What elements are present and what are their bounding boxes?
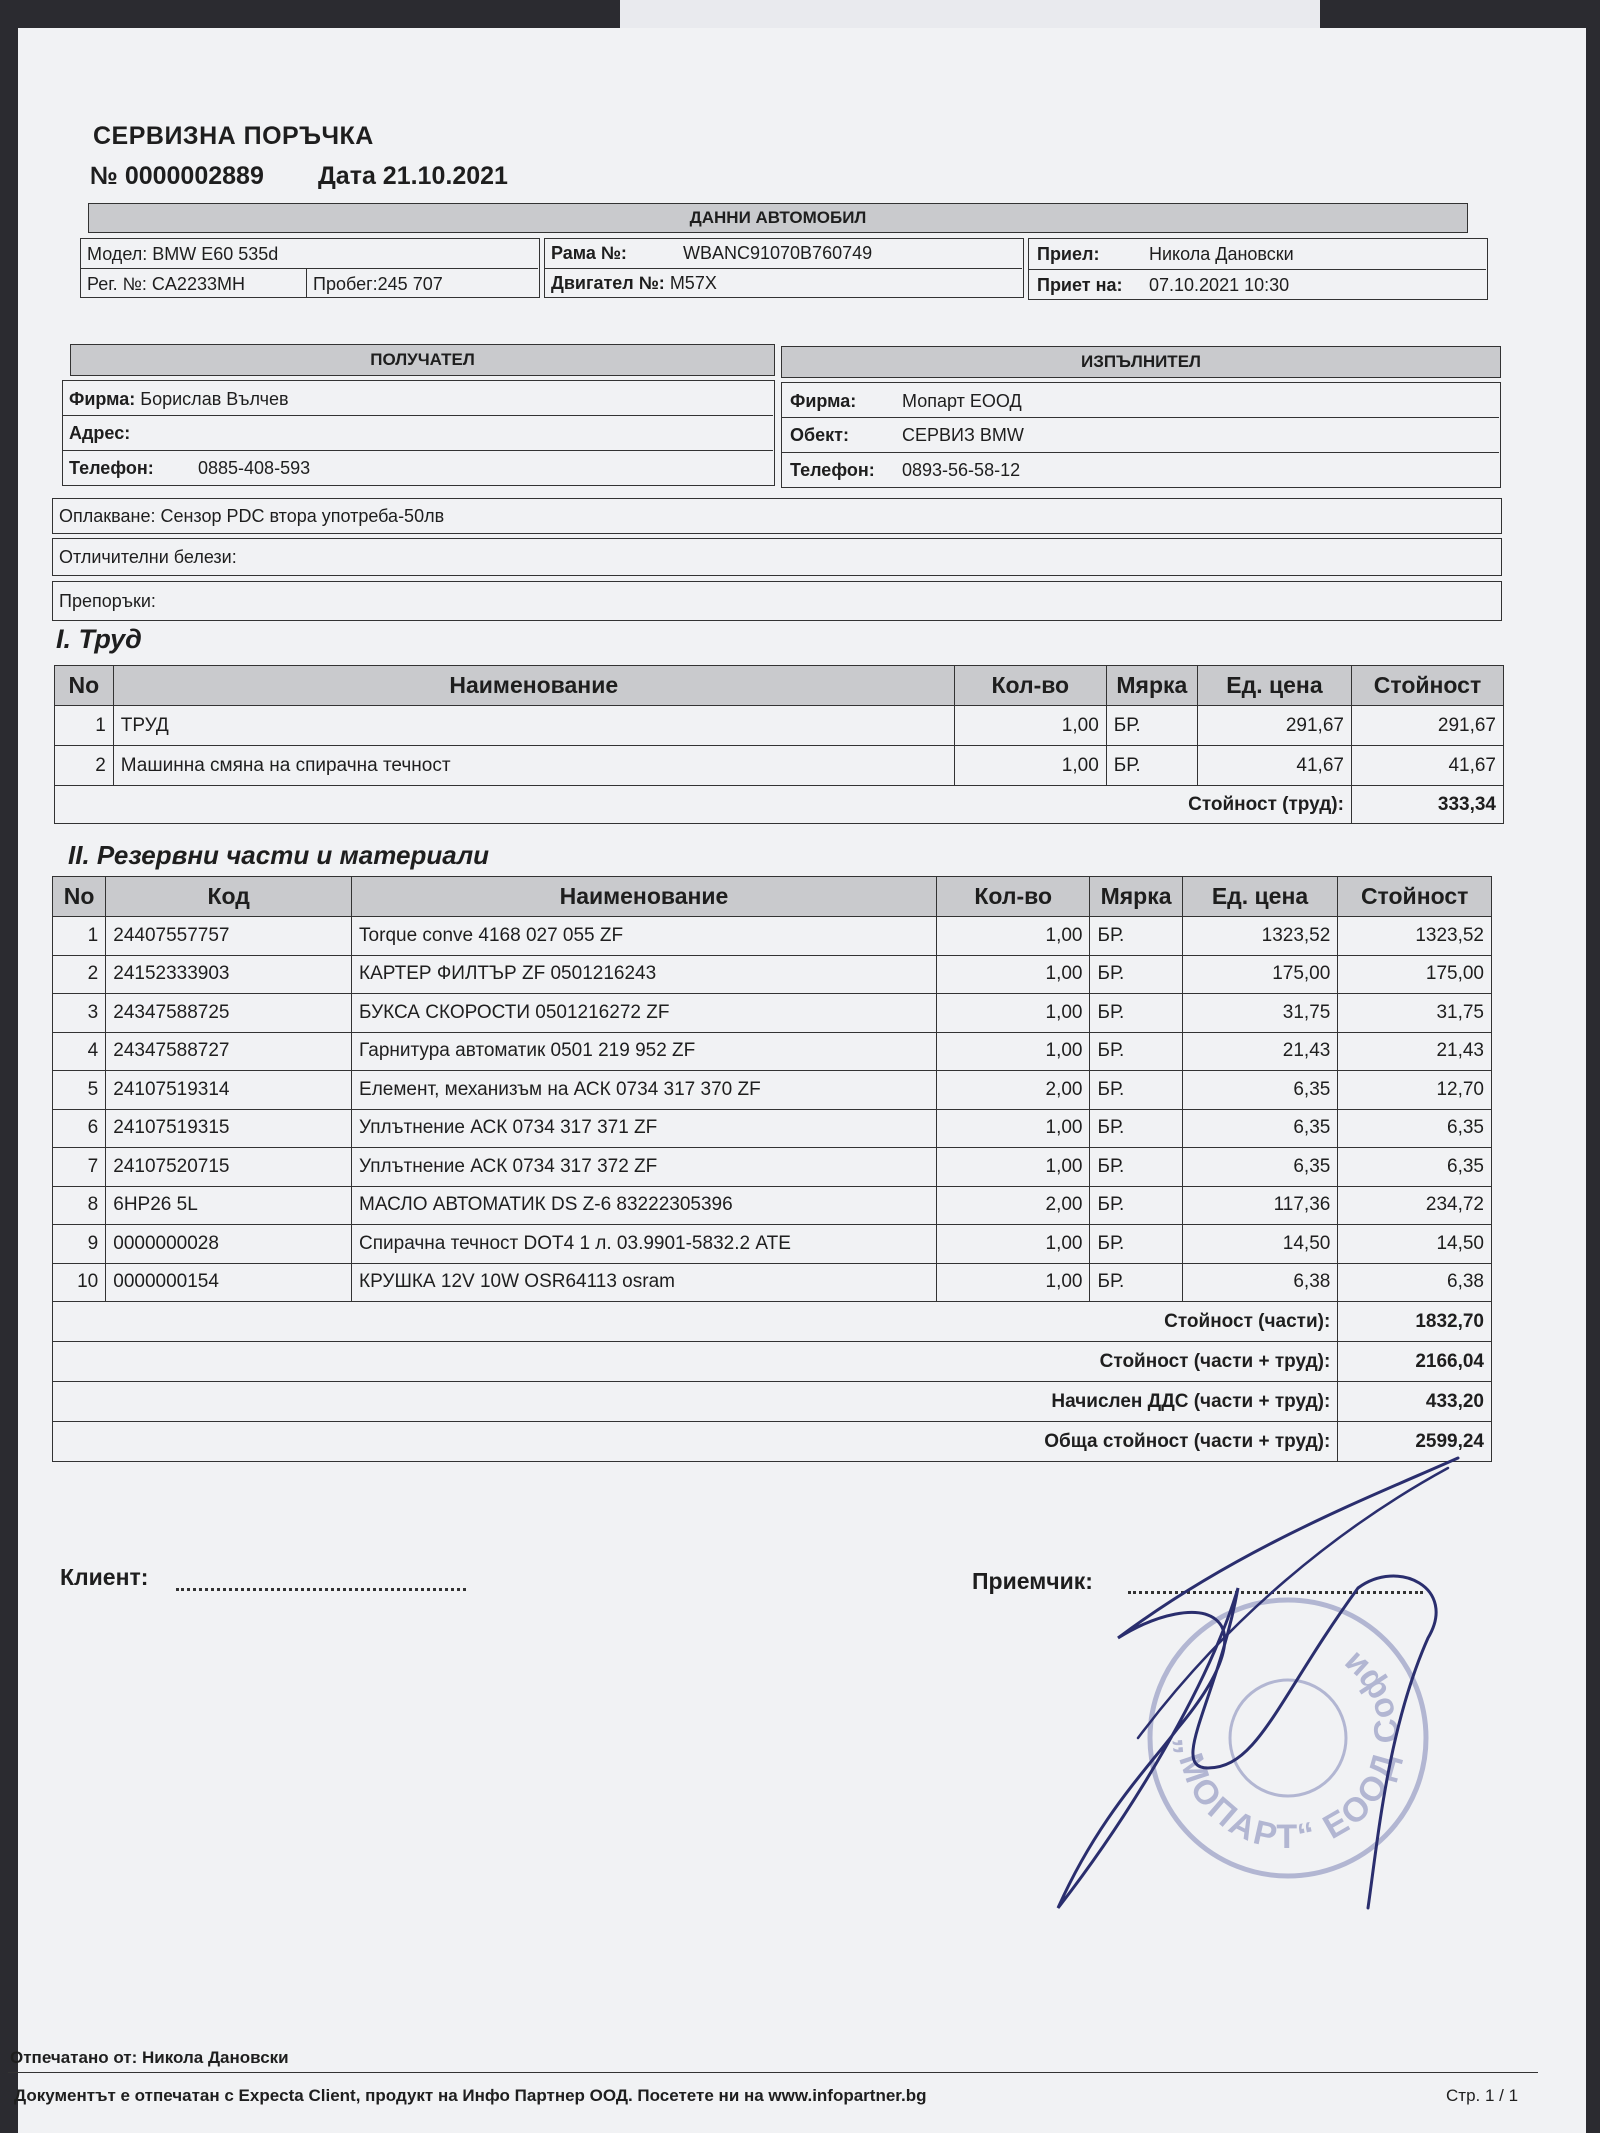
parts-qty: 1,00	[936, 1032, 1090, 1071]
parts-code: 24107519315	[106, 1109, 352, 1148]
parts-no: 10	[53, 1263, 106, 1302]
labor-total: 41,67	[1351, 746, 1503, 786]
parts-unit: БР.	[1090, 1071, 1182, 1110]
received-by-value: Никола Дановски	[1149, 244, 1294, 264]
recipient-box	[62, 380, 775, 486]
parts-total: 6,35	[1338, 1109, 1492, 1148]
labor-col-total: Стойност	[1351, 666, 1503, 706]
car-vin-box	[544, 238, 1024, 298]
parts-code: 24107519314	[106, 1071, 352, 1110]
labor-qty: 1,00	[954, 706, 1106, 746]
labor-total-label: Стойност (труд):	[55, 786, 1352, 824]
mileage-value: 245 707	[377, 274, 443, 294]
executor-phone-value: 0893-56-58-12	[902, 460, 1021, 480]
parts-no: 7	[53, 1148, 106, 1187]
handwritten-signature	[1038, 1438, 1508, 1928]
engine-label: Двигател №:	[551, 273, 665, 293]
executor-box	[781, 382, 1501, 488]
parts-col-unit: Мярка	[1090, 877, 1182, 917]
parts-code: 0000000028	[106, 1225, 352, 1264]
model-value: BMW E60 535d	[152, 244, 279, 264]
parts-col-code: Код	[106, 877, 352, 917]
parts-header-row	[53, 877, 1492, 917]
parts-price: 14,50	[1182, 1225, 1338, 1264]
parts-code: 24347588727	[106, 1032, 352, 1071]
parts-qty: 1,00	[936, 955, 1090, 994]
table-row	[53, 1225, 1492, 1264]
page-number: Стр. 1 / 1	[1446, 2086, 1519, 2105]
executor-band: ИЗПЪЛНИТЕЛ	[781, 346, 1501, 378]
parts-no: 6	[53, 1109, 106, 1148]
parts-unit: БР.	[1090, 917, 1182, 956]
labor-table	[54, 665, 1504, 824]
parts-code: 24107520715	[106, 1148, 352, 1187]
parts-no: 9	[53, 1225, 106, 1264]
summary-label: Обща стойност (части + труд):	[53, 1422, 1338, 1462]
labor-col-unit: Мярка	[1106, 666, 1197, 706]
parts-price: 21,43	[1182, 1032, 1338, 1071]
car-model-box	[80, 238, 540, 298]
executor-phone-label: Телефон:	[790, 460, 875, 480]
recipient-address-label: Адрес:	[69, 423, 131, 443]
parts-name: Гарнитура автоматик 0501 219 952 ZF	[352, 1032, 937, 1071]
parts-name: КАРТЕР ФИЛТЪР ZF 0501216243	[352, 955, 937, 994]
marks-text: Отличителни белези:	[59, 547, 237, 567]
labor-total-row	[55, 786, 1504, 824]
parts-unit: БР.	[1090, 1225, 1182, 1264]
parts-name: БУКСА СКОРОСТИ 0501216272 ZF	[352, 994, 937, 1033]
parts-name: Уплътнение АСК 0734 317 372 ZF	[352, 1148, 937, 1187]
parts-code: 6HP26 5L	[106, 1186, 352, 1225]
parts-no: 5	[53, 1071, 106, 1110]
parts-name: Елемент, механизъм на АСК 0734 317 370 ZF	[352, 1071, 937, 1110]
parts-qty: 1,00	[936, 1109, 1090, 1148]
parts-price: 1323,52	[1182, 917, 1338, 956]
parts-unit: БР.	[1090, 1109, 1182, 1148]
parts-price: 31,75	[1182, 994, 1338, 1033]
parts-no: 2	[53, 955, 106, 994]
parts-col-total: Стойност	[1338, 877, 1492, 917]
labor-qty: 1,00	[954, 746, 1106, 786]
summary-row	[53, 1382, 1492, 1422]
order-number: № 0000002889	[90, 162, 264, 190]
parts-total: 12,70	[1338, 1071, 1492, 1110]
model-label: Модел:	[87, 244, 148, 264]
parts-total: 14,50	[1338, 1225, 1492, 1264]
parts-total: 234,72	[1338, 1186, 1492, 1225]
labor-col-no: No	[55, 666, 114, 706]
received-by-label: Приел:	[1037, 244, 1100, 264]
table-row	[53, 1071, 1492, 1110]
labor-col-name: Наименование	[113, 666, 954, 706]
recipient-firm-label: Фирма:	[69, 389, 136, 409]
parts-price: 6,35	[1182, 1071, 1338, 1110]
document-title: СЕРВИЗНА ПОРЪЧКА	[93, 122, 374, 150]
table-row	[53, 955, 1492, 994]
parts-price: 6,35	[1182, 1148, 1338, 1187]
summary-value: 1832,70	[1338, 1302, 1492, 1342]
table-row	[53, 1186, 1492, 1225]
parts-unit: БР.	[1090, 1032, 1182, 1071]
parts-code: 0000000154	[106, 1263, 352, 1302]
labor-unit: БР.	[1106, 746, 1197, 786]
labor-total-value: 333,34	[1351, 786, 1503, 824]
summary-value: 2599,24	[1338, 1422, 1492, 1462]
labor-total: 291,67	[1351, 706, 1503, 746]
table-row	[53, 1263, 1492, 1302]
parts-total: 1323,52	[1338, 917, 1492, 956]
footer-disclaimer: Документът е отпечатан с Expecta Client, продукт на Инфо Партнер ООД. Посетете ни на www.infopartner.bg	[14, 2086, 927, 2105]
table-row	[53, 1148, 1492, 1187]
parts-name: Torque conve 4168 027 055 ZF	[352, 917, 937, 956]
summary-label: Стойност (части):	[53, 1302, 1338, 1342]
parts-col-no: No	[53, 877, 106, 917]
labor-no: 2	[55, 746, 114, 786]
parts-no: 8	[53, 1186, 106, 1225]
reg-label: Рег. №:	[87, 274, 147, 294]
parts-qty: 1,00	[936, 1263, 1090, 1302]
parts-price: 6,35	[1182, 1109, 1338, 1148]
car-data-band: ДАННИ АВТОМОБИЛ	[88, 203, 1468, 233]
summary-value: 2166,04	[1338, 1342, 1492, 1382]
parts-total: 6,35	[1338, 1148, 1492, 1187]
engine-value: M57X	[669, 273, 717, 293]
executor-firm-value: Мопарт ЕООД	[902, 391, 1022, 411]
marks-box	[52, 538, 1502, 576]
labor-no: 1	[55, 706, 114, 746]
parts-total: 31,75	[1338, 994, 1492, 1033]
parts-price: 117,36	[1182, 1186, 1338, 1225]
labor-name: Машинна смяна на спирачна течност	[113, 746, 954, 786]
parts-table	[52, 876, 1492, 1462]
parts-section-title: II. Резервни части и материали	[68, 840, 490, 870]
parts-qty: 2,00	[936, 1186, 1090, 1225]
complaint-box	[52, 498, 1502, 534]
summary-row	[53, 1342, 1492, 1382]
mileage-label: Пробег:	[313, 274, 378, 294]
recommendations-box	[52, 581, 1502, 621]
received-on-value: 07.10.2021 10:30	[1149, 275, 1290, 295]
parts-name: Уплътнение АСК 0734 317 371 ZF	[352, 1109, 937, 1148]
labor-section-title: I. Труд	[56, 624, 142, 654]
parts-col-price: Ед. цена	[1182, 877, 1338, 917]
parts-code: 24152333903	[106, 955, 352, 994]
parts-code: 24407557757	[106, 917, 352, 956]
car-received-box	[1028, 238, 1488, 300]
service-order-document	[10, 28, 1586, 2133]
parts-qty: 1,00	[936, 994, 1090, 1033]
executor-site-label: Обект:	[790, 425, 849, 445]
parts-total: 21,43	[1338, 1032, 1492, 1071]
vin-value: WBANC91070B760749	[683, 243, 873, 263]
executor-site-value: СЕРВИЗ BMW	[902, 425, 1024, 445]
parts-name: Спирачна течност DOT4 1 л. 03.9901-5832.2 ATE	[352, 1225, 937, 1264]
recipient-band: ПОЛУЧАТЕЛ	[70, 344, 775, 376]
parts-col-name: Наименование	[352, 877, 937, 917]
parts-price: 6,38	[1182, 1263, 1338, 1302]
parts-total: 175,00	[1338, 955, 1492, 994]
parts-unit: БР.	[1090, 994, 1182, 1033]
recipient-phone-label: Телефон:	[69, 458, 154, 478]
reg-value: CA2233MH	[151, 274, 245, 294]
printed-by: Отпечатано от: Никола Дановски	[10, 2048, 289, 2067]
parts-price: 175,00	[1182, 955, 1338, 994]
received-on-label: Приет на:	[1037, 275, 1123, 295]
parts-qty: 2,00	[936, 1071, 1090, 1110]
complaint-text: Оплакване: Сензор PDC втора употреба-50лв	[59, 506, 445, 526]
labor-name: ТРУД	[113, 706, 954, 746]
parts-name: КРУШКА 12V 10W OSR64113 osram	[352, 1263, 937, 1302]
order-date: Дата 21.10.2021	[318, 162, 508, 190]
labor-header-row	[55, 666, 1504, 706]
labor-price: 41,67	[1197, 746, 1351, 786]
parts-unit: БР.	[1090, 1186, 1182, 1225]
stamp-text: „МОПАРТ“ ЕООД Софи	[1169, 1642, 1407, 1857]
summary-label: Начислен ДДС (части + труд):	[53, 1382, 1338, 1422]
summary-row	[53, 1302, 1492, 1342]
parts-qty: 1,00	[936, 917, 1090, 956]
table-row	[53, 1032, 1492, 1071]
table-row	[55, 706, 1504, 746]
table-row	[55, 746, 1504, 786]
parts-code: 24347588725	[106, 994, 352, 1033]
receiver-signature-label: Приемчик:	[972, 1568, 1093, 1594]
parts-unit: БР.	[1090, 955, 1182, 994]
recommendations-text: Препоръки:	[59, 591, 156, 611]
parts-unit: БР.	[1090, 1263, 1182, 1302]
parts-no: 4	[53, 1032, 106, 1071]
recipient-phone-value: 0885-408-593	[198, 458, 311, 478]
parts-qty: 1,00	[936, 1148, 1090, 1187]
labor-col-qty: Кол-во	[954, 666, 1106, 706]
parts-qty: 1,00	[936, 1225, 1090, 1264]
parts-total: 6,38	[1338, 1263, 1492, 1302]
recipient-firm-value: Борислав Вълчев	[140, 389, 289, 409]
executor-firm-label: Фирма:	[790, 391, 857, 411]
client-signature-label: Клиент:	[60, 1564, 149, 1590]
summary-label: Стойност (части + труд):	[53, 1342, 1338, 1382]
parts-unit: БР.	[1090, 1148, 1182, 1187]
parts-name: МАСЛО АВТОМАТИК DS Z-6 83222305396	[352, 1186, 937, 1225]
parts-no: 3	[53, 994, 106, 1033]
table-row	[53, 1109, 1492, 1148]
client-signature-line	[176, 1588, 466, 1591]
table-row	[53, 917, 1492, 956]
parts-col-qty: Кол-во	[936, 877, 1090, 917]
summary-value: 433,20	[1338, 1382, 1492, 1422]
table-row	[53, 994, 1492, 1033]
labor-price: 291,67	[1197, 706, 1351, 746]
parts-no: 1	[53, 917, 106, 956]
labor-unit: БР.	[1106, 706, 1197, 746]
labor-col-price: Ед. цена	[1197, 666, 1351, 706]
vin-label: Рама №:	[551, 243, 627, 263]
